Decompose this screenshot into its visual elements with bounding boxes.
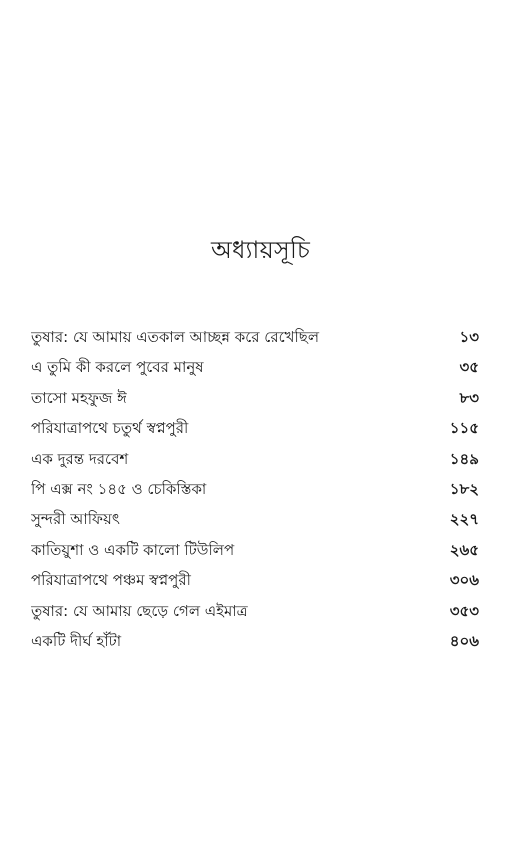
toc-entry-title: পরিযাত্রাপথে পঞ্চম স্বপ্নপুরী bbox=[31, 571, 191, 590]
toc-entry bbox=[31, 387, 479, 417]
toc-entry-title: তুষার: যে আমায় ছেড়ে গেল এইমাত্র bbox=[31, 601, 248, 620]
toc-entry-page: ৩৫ bbox=[459, 358, 479, 377]
page-title: অধ্যায়সূচি bbox=[211, 236, 310, 264]
toc-entry-page: ৩৫৩ bbox=[449, 601, 479, 620]
toc-entry bbox=[31, 448, 479, 478]
toc-entry bbox=[31, 569, 479, 599]
toc-entry-title: পরিযাত্রাপথে চতুর্থ স্বপ্নপুরী bbox=[31, 419, 189, 438]
toc-entry-title: কাতিয়ুশা ও একটি কালো টিউলিপ bbox=[31, 540, 235, 559]
toc-entry-page: ২৬৫ bbox=[449, 540, 479, 559]
toc-entry-title: এ তুমি কী করলে পুবের মানুষ bbox=[31, 358, 204, 377]
toc-entry-title: তাসো মহফুজ ঈ bbox=[31, 388, 127, 407]
toc-entry bbox=[31, 356, 479, 386]
toc-entry bbox=[31, 539, 479, 569]
table-of-contents bbox=[31, 326, 479, 660]
toc-entry-title: তুষার: যে আমায় এতকাল আচ্ছন্ন করে রেখেছিল bbox=[31, 328, 320, 346]
toc-entry bbox=[31, 508, 479, 538]
toc-entry-page: ১৪৯ bbox=[449, 449, 479, 468]
toc-entry-page: ৪০৬ bbox=[449, 631, 479, 650]
toc-entry bbox=[31, 326, 479, 356]
toc-entry bbox=[31, 600, 479, 630]
toc-entry bbox=[31, 417, 479, 447]
toc-entry-page: ১৮২ bbox=[449, 479, 479, 498]
toc-entry bbox=[31, 630, 479, 660]
toc-entry-page: ২২৭ bbox=[449, 510, 479, 529]
toc-entry-title: পি এক্স নং ১৪৫ ও চেকিস্তিকা bbox=[31, 479, 207, 498]
toc-entry-title: এক দুরন্ত দরবেশ bbox=[31, 449, 129, 468]
toc-entry-title: একটি দীর্ঘ হাঁটা bbox=[31, 631, 122, 650]
toc-entry-page: ১১৫ bbox=[449, 419, 479, 438]
toc-entry-page: ৮৩ bbox=[459, 388, 479, 407]
toc-entry-page: ৩০৬ bbox=[449, 571, 479, 590]
toc-entry-page: ১৩ bbox=[459, 328, 479, 346]
toc-entry bbox=[31, 478, 479, 508]
toc-entry-title: সুন্দরী আফিয়ৎ bbox=[31, 510, 120, 529]
